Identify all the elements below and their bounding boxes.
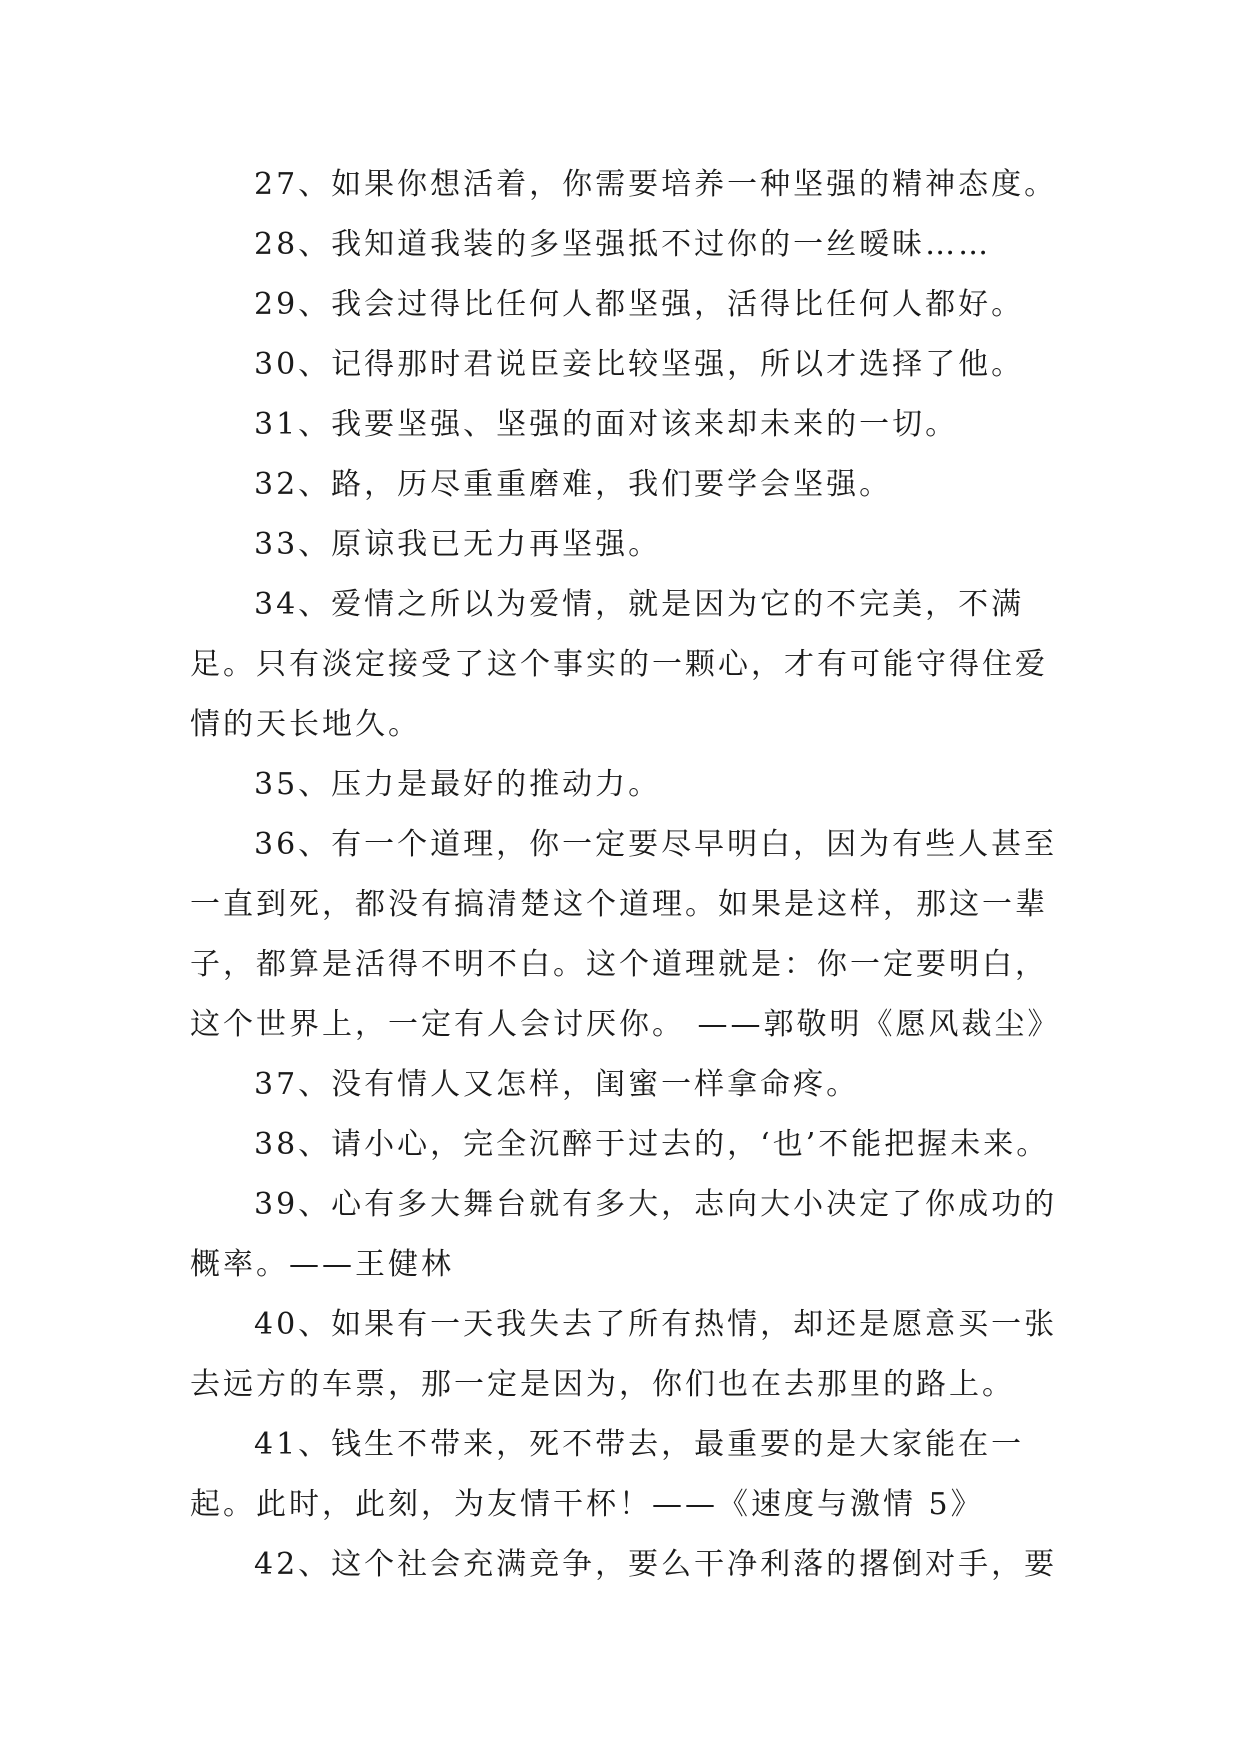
paragraph-39: 39、心有多大舞台就有多大，志向大小决定了你成功的概率。——王健林 bbox=[190, 1187, 1058, 1282]
paragraph-36: 36、有一个道理，你一定要尽早明白，因为有些人甚至一直到死，都没有搞清楚这个道理。如果是这样，那这一辈子，都算是活得不明不白。这个道理就是：你一定要明白，这个世界上，一定有人会讨厌你。 ——郭敬明《愿风裁尘》 bbox=[190, 827, 1061, 1042]
paragraph-28: 28、我知道我装的多坚强抵不过你的一丝暧昧…… bbox=[254, 227, 992, 262]
paragraph-33: 33、原谅我已无力再坚强。 bbox=[254, 527, 662, 562]
paragraph-29: 29、我会过得比任何人都坚强，活得比任何人都好。 bbox=[254, 287, 1025, 322]
paragraph-41: 41、钱生不带来，死不带去，最重要的是大家能在一起。此时，此刻，为友情干杯！——《速度与激情 5》 bbox=[190, 1427, 1025, 1522]
paragraph-32: 32、路，历尽重重磨难，我们要学会坚强。 bbox=[254, 467, 893, 502]
paragraph-37: 37、没有情人又怎样，闺蜜一样拿命疼。 bbox=[254, 1067, 860, 1102]
paragraph-35: 35、压力是最好的推动力。 bbox=[254, 767, 662, 802]
paragraph-40: 40、如果有一天我失去了所有热情，却还是愿意买一张去远方的车票，那一定是因为，你们也在去那里的路上。 bbox=[190, 1307, 1058, 1402]
paragraph-34: 34、爱情之所以为爱情，就是因为它的不完美，不满足。只有淡定接受了这个事实的一颗心，才有可能守得住爱情的天长地久。 bbox=[190, 587, 1048, 742]
paragraph-31: 31、我要坚强、坚强的面对该来却未来的一切。 bbox=[254, 407, 959, 442]
document-body bbox=[190, 155, 1075, 1595]
paragraph-30: 30、记得那时君说臣妾比较坚强，所以才选择了他。 bbox=[254, 347, 1025, 382]
paragraph-27: 27、如果你想活着，你需要培养一种坚强的精神态度。 bbox=[254, 167, 1058, 202]
paragraph-42: 42、这个社会充满竞争，要么干净利落的撂倒对手，要 bbox=[254, 1547, 1058, 1582]
paragraph-38: 38、请小心，完全沉醉于过去的，‘也’不能把握未来。 bbox=[254, 1127, 1050, 1162]
